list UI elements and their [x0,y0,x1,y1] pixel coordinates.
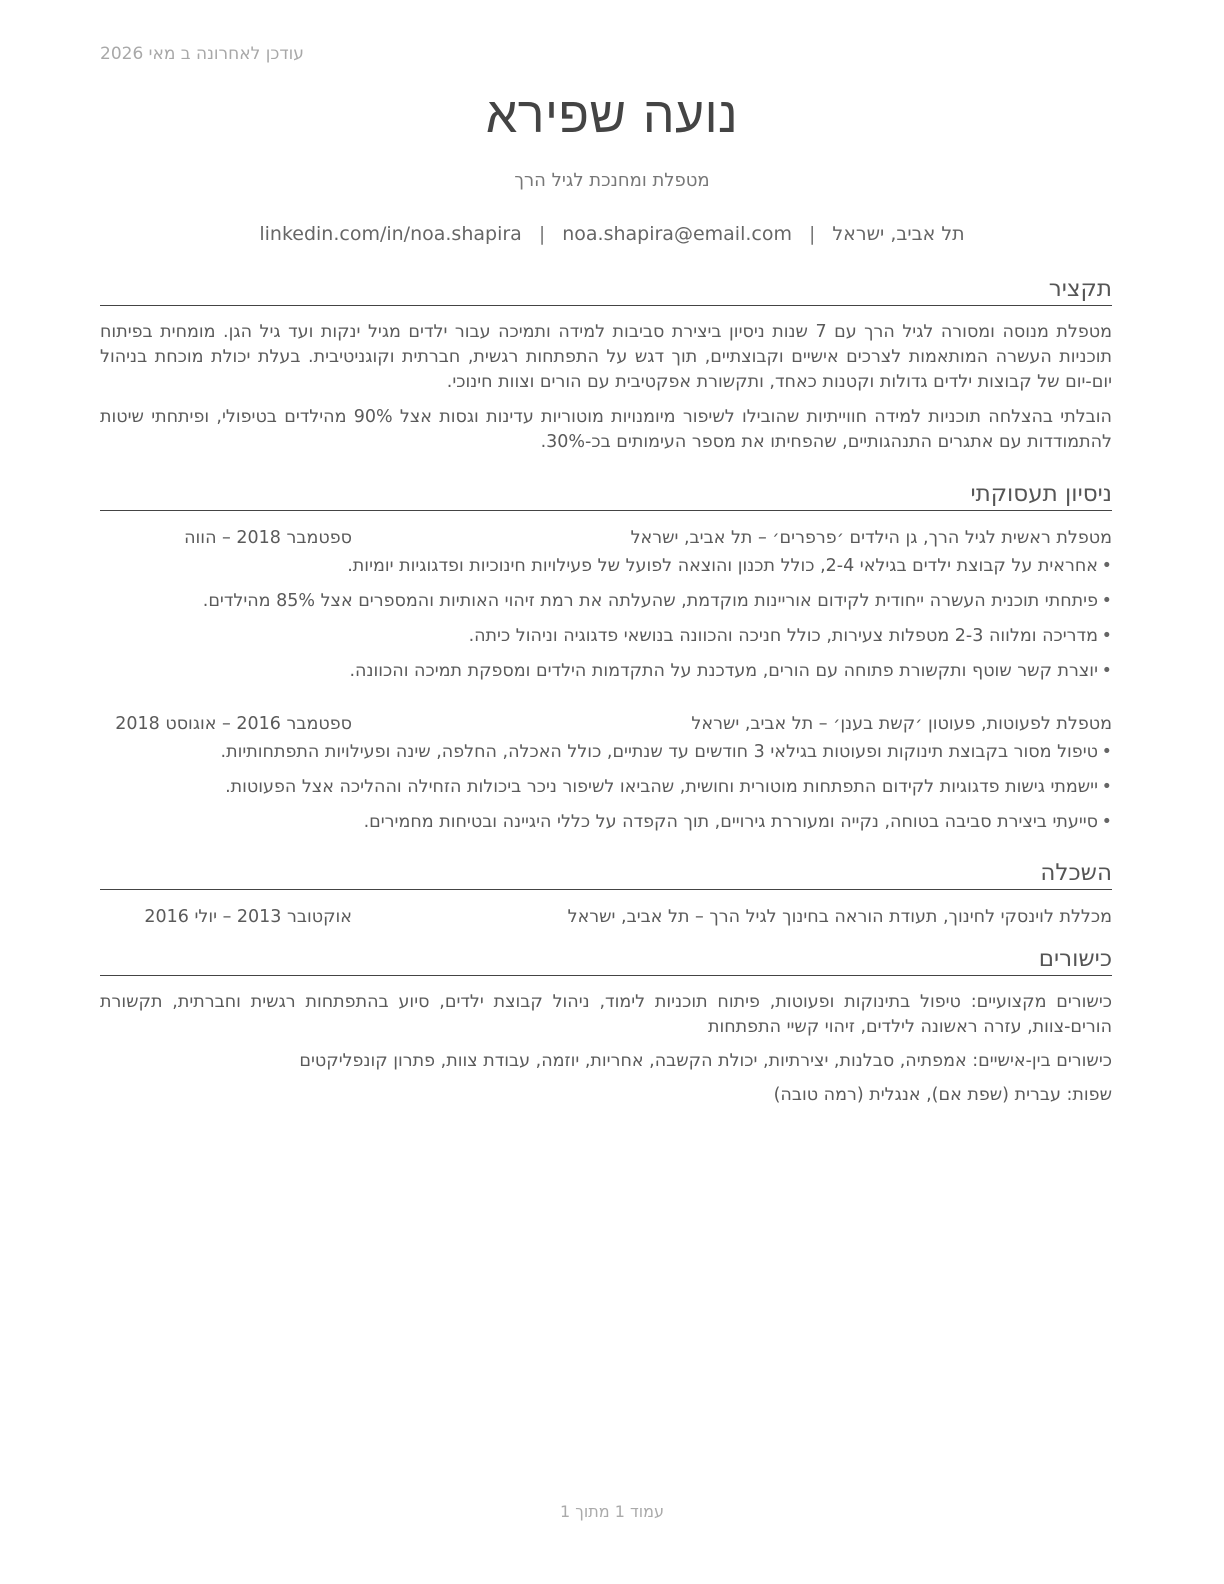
skills-languages: שפות: עברית (שפת אם), אנגלית (רמה טובה) [773,1085,1112,1105]
job-bullet: • סייעתי ביצירת סביבה בטוחה, נקייה ומעוררת גירויים, תוך הקפדה על כללי היגיינה ובטיחות מחמירים. [100,809,1098,835]
education-entry [100,904,1112,930]
skills-professional: כישורים מקצועיים: טיפול בתינוקות ופעוטות, פיתוח תוכניות לימוד, ניהול קבוצת ילדים, סיוע בהתפתחות רגשית וחברתית, תקשורת הורים-צוות, עזרה ראשונה לילדים, זיהוי קשיי התפתחות [100,992,1112,1037]
candidate-name: נועה שפירא [485,86,739,144]
job-header [100,525,1112,551]
job-dates: ספטמבר 2018 – הווה [184,528,352,548]
contact-location: תל אביב, ישראל [832,223,965,245]
contact-line [0,223,1224,245]
job-title: מטפלת ראשית לגיל הרך, גן הילדים ׳פרפרים׳ – תל אביב, ישראל [630,528,1112,548]
last-updated-note: עודכן לאחרונה ב מאי 2026 [100,44,304,64]
job-bullet: • יישמתי גישות פדגוגיות לקידום התפתחות מוטורית וחושית, שהביאו לשיפור ניכר ביכולות הזחילה וההליכה אצל הפעוטות. [100,774,1098,800]
job-bullets [100,739,1112,835]
job-entry [100,711,1112,835]
skills-interpersonal: כישורים בין-אישיים: אמפתיה, סבלנות, יצירתיות, יכולת הקשבה, אחריות, יוזמה, עבודת צוות, פתרון קונפליקטים [299,1051,1112,1071]
job-title: מטפלת לפעוטות, פעוטון ׳קשת בענן׳ – תל אביב, ישראל [691,714,1112,734]
job-header [100,711,1112,737]
education-heading: השכלה [100,858,1112,890]
job-bullet: • מדריכה ומלווה 2-3 מטפלות צעירות, כולל חניכה והכוונה בנושאי פדגוגיה וניהול כיתה. [100,623,1098,649]
job-bullet: • אחראית על קבוצת ילדים בגילאי 2-4, כולל תכנון והוצאה לפועל של פעילויות חינוכיות ופדגוגיות יומיות. [100,553,1098,579]
summary-paragraph: מטפלת מנוסה ומסורה לגיל הרך עם 7 שנות ניסיון ביצירת סביבות למידה ותמיכה עבור ילדים מגיל ינקות ועד גיל הגן. מומחית בפיתוח תוכניות העשרה המותאמות לצרכים אישיים וקבוצתיים, תוך דגש על התפתחות רגשית, חברתית וקוגניטיבית. בעלת יכולת מוכחת בניהול יום-יום של קבוצות ילדים גדולות וקטנות כאחד, ותקשורת אפקטיבית עם הורים וצוות חינוכי. [100,322,1113,392]
summary-heading: תקציר [100,274,1112,306]
job-entry [100,525,1112,684]
resume-body [100,274,1112,1117]
contact-separator: | [538,223,546,245]
contact-email-link[interactable]: noa.shapira@email.com [562,223,792,245]
education-dates: אוקטובר 2013 – יולי 2016 [144,907,352,927]
job-bullet: • טיפול מסור בקבוצת תינוקות ופעוטות בגילאי 3 חודשים עד שנתיים, כולל האכלה, החלפה, שינה ופעילויות התפתחותיות. [100,739,1098,765]
education-institution: מכללת לוינסקי לחינוך, תעודת הוראה בחינוך לגיל הרך – תל אביב, ישראל [567,907,1112,927]
summary-paragraph: הובלתי בהצלחה תוכניות למידה חווייתיות שהובילו לשיפור מיומנויות מוטוריות עדינות וגסות אצל 90% מהילדים בטיפולי, ופיתחתי שיטות להתמודדות עם אתגרים התנהגותיים, שהפחיתו את מספר העימותים בכ-30%. [100,407,1112,452]
job-dates: ספטמבר 2016 – אוגוסט 2018 [115,714,352,734]
job-bullet: • פיתחתי תוכנית העשרה ייחודית לקידום אוריינות מוקדמת, שהעלתה את רמת זיהוי האותיות והמספרים אצל 85% מהילדים. [100,588,1098,614]
skills-heading: כישורים [100,944,1112,976]
job-bullet: • יוצרת קשר שוטף ותקשורת פתוחה עם הורים, מעדכנת על התקדמות הילדים ומספקת תמיכה והכוונה. [100,658,1098,684]
experience-heading: ניסיון תעסוקתי [100,479,1112,511]
contact-separator: | [808,223,816,245]
job-bullets [100,553,1112,684]
candidate-title: מטפלת ומחנכת לגיל הרך [514,170,710,191]
contact-linkedin-link[interactable]: linkedin.com/in/noa.shapira [259,223,522,245]
page-number: עמוד 1 מתוך 1 [560,1502,664,1521]
